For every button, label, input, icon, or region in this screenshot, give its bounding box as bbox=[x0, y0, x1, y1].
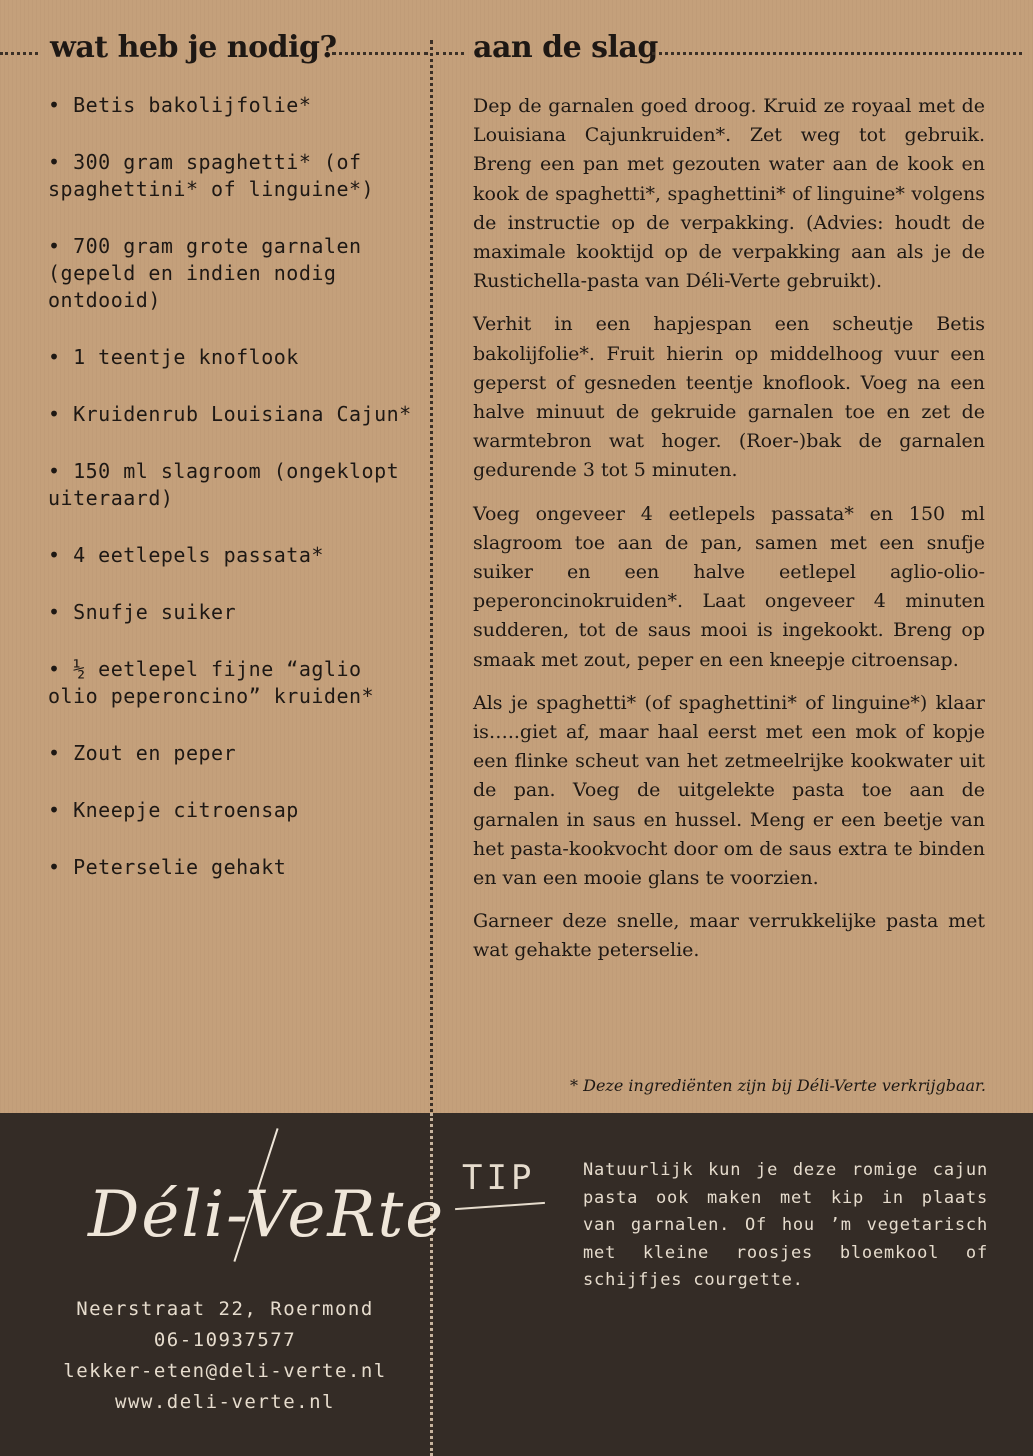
website-link[interactable]: www.deli-verte.nl bbox=[115, 1391, 335, 1413]
method-heading: aan de slag bbox=[473, 30, 658, 65]
ingredient-item: • Kneepje citroensap bbox=[48, 798, 299, 822]
phone-number: 06-10937577 bbox=[153, 1329, 297, 1351]
ingredient-item: • ½ eetlepel fijne “aglio olio peperoncino” kruiden* bbox=[48, 657, 375, 708]
tip-text: Natuurlijk kun je deze romige cajun pasta ook maken met kip in plaats van garnalen. Of hou ’m vegetarisch met kleine roosjes bloemkool of schijfjes courgette. bbox=[583, 1160, 988, 1290]
heading-dots-right bbox=[652, 52, 1022, 55]
address: Neerstraat 22, Roermond bbox=[76, 1298, 374, 1320]
ingredient-item: • 1 teentje knoflook bbox=[48, 345, 299, 369]
ingredient-item: • 4 eetlepels passata* bbox=[48, 543, 324, 567]
ingredient-item: • Kruidenrub Louisiana Cajun* bbox=[48, 402, 412, 426]
column-divider-footer bbox=[430, 1113, 433, 1456]
ingredient-item: • Snufje suiker bbox=[48, 600, 237, 624]
method-paragraph: Dep de garnalen goed droog. Kruid ze royaal met de Louisiana Cajunkruiden*. Zet weg tot gebruik. Breng een pan met gezouten water aan de kook en kook de spaghetti*, spaghettini* of linguine* volgens de instructie op de verpakking. (Advies: houdt de maximale kooktijd op de verpakking aan als je de Rustichella-pasta van Déli-Verte gebruikt). bbox=[473, 95, 985, 293]
heading-dots-middle bbox=[332, 52, 428, 55]
ingredient-item: • 150 ml slagroom (ongeklopt uiteraard) bbox=[48, 459, 412, 510]
method-paragraph: Verhit in een hapjespan een scheutje Betis bakolijfolie*. Fruit hierin op middelhoog vuur een geperst of gesneden teentje knoflook. Voeg na een halve minuut de gekruide garnalen toe en zet de warmtebron wat hoger. (Roer-)bak de garnalen gedurende 3 tot 5 minuten. bbox=[473, 313, 985, 482]
method-paragraph: Voeg ongeveer 4 eetlepels passata* en 150 ml slagroom toe aan de pan, samen met een snufje suiker en een halve eetlepel aglio-olio-peperoncinokruiden*. Laat ongeveer 4 minuten sudderen, tot de saus mooi is ingekookt. Breng op smaak met zout, peper en een kneepje citroensap. bbox=[473, 502, 985, 671]
tip-label: TIP bbox=[462, 1158, 536, 1198]
ingredient-item: • Betis bakolijfolie* bbox=[48, 93, 312, 117]
deli-verte-logo: Déli-VeRte bbox=[88, 1178, 446, 1252]
availability-footnote: * Deze ingrediënten zijn bij Déli-Verte verkrijgbaar. bbox=[570, 1076, 986, 1095]
ingredients-list bbox=[48, 92, 423, 911]
ingredient-item: • 300 gram spaghetti* (of spaghettini* of linguine*) bbox=[48, 150, 375, 201]
ingredients-heading: wat heb je nodig? bbox=[50, 30, 337, 65]
email-link[interactable]: lekker-eten@deli-verte.nl bbox=[63, 1360, 387, 1382]
ingredient-item: • Peterselie gehakt bbox=[48, 855, 287, 879]
ingredient-item: • Zout en peper bbox=[48, 741, 237, 765]
method-paragraph: Garneer deze snelle, maar verrukkelijke pasta met wat gehakte peterselie. bbox=[473, 910, 985, 962]
ingredient-item: • 700 gram grote garnalen (gepeld en indien nodig ontdooid) bbox=[48, 234, 375, 312]
contact-block bbox=[40, 1294, 410, 1418]
method-text bbox=[473, 92, 985, 980]
heading-dots-right-start bbox=[436, 52, 464, 55]
method-paragraph: Als je spaghetti* (of spaghettini* of linguine*) klaar is…..giet af, maar haal eerst met een mok of kopje een flinke scheut van het zetmeelrijke kookwater uit de pan. Voeg de uitgelekte pasta toe aan de garnalen in saus en hussel. Meng er een beetje van het pasta-kookvocht door om de saus extra te binden en van een mooie glans te voorzien. bbox=[473, 691, 985, 890]
heading-dots-left bbox=[0, 52, 38, 55]
